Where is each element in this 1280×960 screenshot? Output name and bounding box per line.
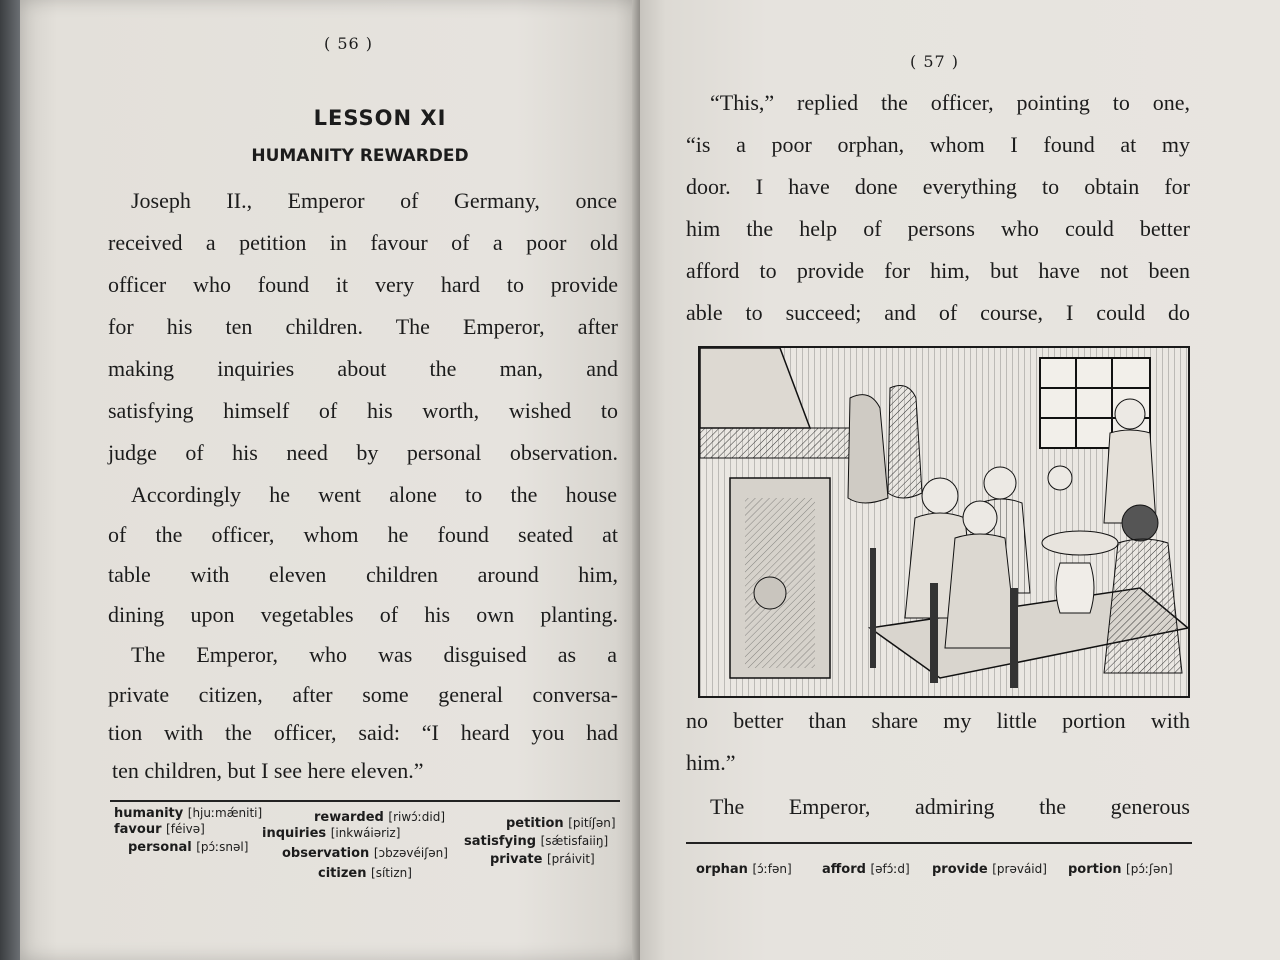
body-line: him the help of persons who could better — [686, 216, 1190, 241]
body-line: him.” — [686, 750, 736, 775]
vocab-entry: citizen [sítizn] — [318, 866, 412, 881]
vocab-divider — [686, 842, 1192, 844]
body-line: Accordingly he went alone to the house — [131, 482, 617, 507]
vocab-entry: orphan [ɔ́ːfən] — [696, 862, 792, 877]
vocab-entry: inquiries [inkwáiəriz] — [262, 826, 401, 841]
body-line: judge of his need by personal observation. — [108, 440, 618, 465]
vocab-entry: observation [ɔbzəvéiʃən] — [282, 846, 448, 861]
body-line: The Emperor, admiring the generous — [710, 794, 1190, 819]
illustration-drawing — [700, 348, 1188, 696]
body-line: officer who found it very hard to provide — [108, 272, 618, 297]
left-page — [20, 0, 640, 960]
lesson-subtitle: HUMANITY REWARDED — [251, 146, 469, 166]
vocab-entry: provide [prəváid] — [932, 862, 1047, 877]
right-page — [640, 0, 1280, 960]
vocab-entry: satisfying [sǽtisfaiiŋ] — [464, 834, 609, 849]
body-line: received a petition in favour of a poor old — [108, 230, 618, 255]
vocab-divider — [110, 800, 620, 802]
body-line: “is a poor orphan, whom I found at my — [686, 132, 1190, 157]
body-line: afford to provide for him, but have not been — [686, 258, 1190, 283]
body-line: making inquiries about the man, and — [108, 356, 618, 381]
vocab-entry: petition [pitíʃən] — [506, 816, 616, 831]
body-line: no better than share my little portion with — [686, 708, 1190, 733]
book-edge — [0, 0, 20, 960]
vocab-entry: rewarded [riwɔ́ːdid] — [314, 810, 446, 825]
body-line: satisfying himself of his worth, wished to — [108, 398, 618, 423]
lesson-title: LESSON XI — [313, 106, 447, 130]
body-line: ten children, but I see here eleven.” — [112, 758, 424, 783]
body-line: able to succeed; and of course, I could do — [686, 300, 1190, 325]
body-line: table with eleven children around him, — [108, 562, 618, 587]
body-line: tion with the officer, said: “I heard you had — [108, 720, 618, 745]
body-line: “This,” replied the officer, pointing to one, — [710, 90, 1190, 115]
page-number-57: ( 57 ) — [910, 52, 960, 71]
vocab-entry: portion [pɔ́ːʃən] — [1068, 862, 1173, 877]
body-line: dining upon vegetables of his own planting. — [108, 602, 618, 627]
body-line: door. I have done everything to obtain for — [686, 174, 1190, 199]
page-number-56: ( 56 ) — [324, 34, 374, 53]
body-line: of the officer, whom he found seated at — [108, 522, 618, 547]
body-line: private citizen, after some general conversa- — [108, 682, 618, 707]
vocab-entry: humanity [hjuːmǽniti] — [114, 806, 263, 821]
vocab-entry: afford [əfɔ́ːd] — [822, 862, 910, 877]
vocab-entry: private [práivit] — [490, 852, 595, 867]
body-line: for his ten children. The Emperor, after — [108, 314, 618, 339]
vocab-entry: favour [féivə] — [114, 822, 205, 837]
body-line: The Emperor, who was disguised as a — [131, 642, 617, 667]
family-dinner-illustration — [698, 346, 1190, 698]
vocab-entry: personal [pɔ́ːsnəl] — [128, 840, 249, 855]
body-line: Joseph II., Emperor of Germany, once — [131, 188, 617, 213]
